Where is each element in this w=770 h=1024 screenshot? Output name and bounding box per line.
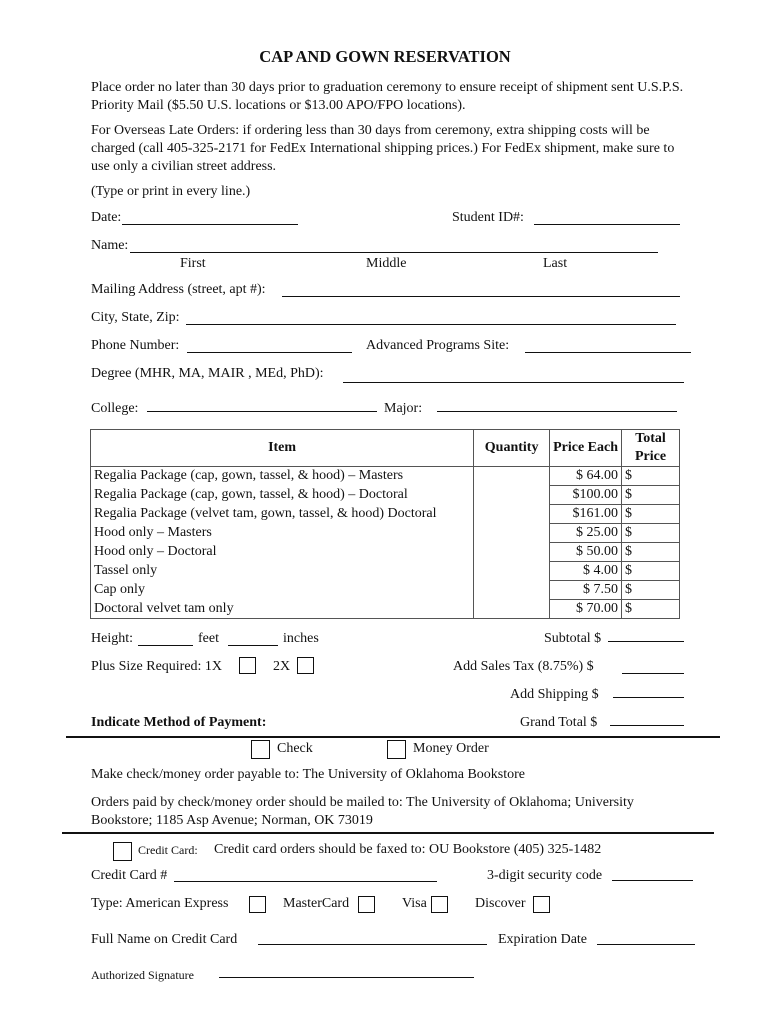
mastercard-label: MasterCard xyxy=(283,896,350,911)
advanced-site-field[interactable] xyxy=(525,352,691,353)
table-row xyxy=(91,467,680,486)
table-row xyxy=(91,562,680,581)
height-feet-field[interactable] xyxy=(138,645,193,646)
discover-label: Discover xyxy=(475,896,526,911)
phone-label: Phone Number: xyxy=(91,338,180,353)
order-table xyxy=(90,429,680,619)
college-field[interactable] xyxy=(147,411,377,412)
price-cell: $ 7.50 xyxy=(550,581,622,600)
full-name-label: Full Name on Credit Card xyxy=(91,932,238,947)
intro-paragraph-1: Place order no later than 30 days prior to graduation ceremony to ensure receipt of shipment sent U.S.P.S. Priority Mail ($5.50 U.S. locations or $13.00 APO/FPO locations). xyxy=(91,80,684,113)
city-state-zip-field[interactable] xyxy=(186,324,676,325)
quantity-cell[interactable] xyxy=(474,486,550,505)
shipping-label: Add Shipping $ xyxy=(510,687,599,702)
visa-checkbox[interactable] xyxy=(431,896,448,913)
subtotal-field[interactable] xyxy=(608,641,684,642)
name-first-caption: First xyxy=(180,256,206,271)
plus-size-label: Plus Size Required: 1X xyxy=(91,659,223,674)
visa-label: Visa xyxy=(402,896,427,911)
item-column-header: Item xyxy=(91,430,474,467)
item-cell: Doctoral velvet tam only xyxy=(91,600,474,619)
table-row xyxy=(91,543,680,562)
section-divider xyxy=(62,832,714,834)
price-cell: $ 70.00 xyxy=(550,600,622,619)
total-cell[interactable]: $ xyxy=(622,543,680,562)
security-code-field[interactable] xyxy=(612,880,693,881)
check-label: Check xyxy=(277,741,313,756)
sales-tax-label: Add Sales Tax (8.75%) $ xyxy=(453,659,594,674)
price-cell: $ 25.00 xyxy=(550,524,622,543)
payment-method-heading: Indicate Method of Payment: xyxy=(91,715,267,730)
total-cell[interactable]: $ xyxy=(622,524,680,543)
credit-card-fax-text: Credit card orders should be faxed to: OU Bookstore (405) 325-1482 xyxy=(214,842,602,857)
plus-size-2x-label: 2X xyxy=(273,659,291,674)
plus-size-2x-checkbox[interactable] xyxy=(297,657,314,674)
total-column-header: Total Price xyxy=(622,430,680,467)
quantity-cell[interactable] xyxy=(474,600,550,619)
signature-label: Authorized Signature xyxy=(91,968,194,982)
date-field[interactable] xyxy=(122,224,298,225)
table-header-row xyxy=(91,430,680,467)
total-cell[interactable]: $ xyxy=(622,562,680,581)
discover-checkbox[interactable] xyxy=(533,896,550,913)
item-cell: Tassel only xyxy=(91,562,474,581)
quantity-cell[interactable] xyxy=(474,562,550,581)
inches-label: inches xyxy=(283,631,319,646)
name-last-caption: Last xyxy=(543,256,568,271)
grand-total-label: Grand Total $ xyxy=(520,715,598,730)
shipping-field[interactable] xyxy=(613,697,684,698)
section-divider xyxy=(66,736,720,738)
degree-field[interactable] xyxy=(343,382,684,383)
price-cell: $ 4.00 xyxy=(550,562,622,581)
city-state-zip-label: City, State, Zip: xyxy=(91,310,180,325)
intro-paragraph-2: For Overseas Late Orders: if ordering less than 30 days from ceremony, extra shipping costs will be charged (call 405-325-2171 for FedEx International shipping prices.) For FedEx shipment, make sure to use only a civilian street address. xyxy=(91,123,675,174)
quantity-column-header: Quantity xyxy=(474,430,550,467)
student-id-label: Student ID#: xyxy=(452,210,524,225)
quantity-cell[interactable] xyxy=(474,581,550,600)
money-order-label: Money Order xyxy=(413,741,489,756)
card-number-label: Credit Card # xyxy=(91,868,168,883)
price-column-header: Price Each xyxy=(550,430,622,467)
student-id-field[interactable] xyxy=(534,224,680,225)
name-label: Name: xyxy=(91,238,129,253)
subtotal-label: Subtotal $ xyxy=(544,631,602,646)
price-cell: $161.00 xyxy=(550,505,622,524)
quantity-cell[interactable] xyxy=(474,543,550,562)
major-field[interactable] xyxy=(437,411,677,412)
check-checkbox[interactable] xyxy=(251,740,270,759)
card-number-field[interactable] xyxy=(174,881,437,882)
table-row xyxy=(91,486,680,505)
grand-total-field[interactable] xyxy=(610,725,684,726)
card-type-label: Type: American Express xyxy=(91,896,229,911)
item-cell: Hood only – Doctoral xyxy=(91,543,474,562)
credit-card-checkbox[interactable] xyxy=(113,842,132,861)
table-row xyxy=(91,581,680,600)
total-cell[interactable]: $ xyxy=(622,486,680,505)
mailing-address-field[interactable] xyxy=(282,296,680,297)
page-title: CAP AND GOWN RESERVATION xyxy=(259,47,511,66)
height-inches-field[interactable] xyxy=(228,645,278,646)
full-name-field[interactable] xyxy=(258,944,487,945)
money-order-checkbox[interactable] xyxy=(387,740,406,759)
price-cell: $100.00 xyxy=(550,486,622,505)
name-field[interactable] xyxy=(130,252,658,253)
security-code-label: 3-digit security code xyxy=(487,868,603,883)
total-cell[interactable]: $ xyxy=(622,581,680,600)
intro-instruction: (Type or print in every line.) xyxy=(91,184,251,199)
phone-field[interactable] xyxy=(187,352,352,353)
mastercard-checkbox[interactable] xyxy=(358,896,375,913)
feet-label: feet xyxy=(198,631,219,646)
item-cell: Hood only – Masters xyxy=(91,524,474,543)
item-cell: Regalia Package (cap, gown, tassel, & hood) – Doctoral xyxy=(91,486,474,505)
total-cell[interactable]: $ xyxy=(622,600,680,619)
sales-tax-field[interactable] xyxy=(622,673,684,674)
signature-field[interactable] xyxy=(219,977,474,978)
quantity-cell[interactable] xyxy=(474,467,550,486)
payable-to-text: Make check/money order payable to: The University of Oklahoma Bookstore xyxy=(91,767,526,782)
item-cell: Regalia Package (cap, gown, tassel, & hood) – Masters xyxy=(91,467,474,486)
table-row xyxy=(91,505,680,524)
credit-card-label: Credit Card: xyxy=(138,843,198,857)
mail-to-text: Orders paid by check/money order should be mailed to: The University of Oklahoma; University Bookstore; 1185 Asp Avenue; Norman, OK 73019 xyxy=(91,795,634,828)
quantity-cell[interactable] xyxy=(474,524,550,543)
date-label: Date: xyxy=(91,210,122,225)
quantity-cell[interactable] xyxy=(474,505,550,524)
name-middle-caption: Middle xyxy=(366,256,407,271)
mailing-address-label: Mailing Address (street, apt #): xyxy=(91,282,266,297)
major-label: Major: xyxy=(384,401,423,416)
expiration-label: Expiration Date xyxy=(498,932,588,947)
price-cell: $ 50.00 xyxy=(550,543,622,562)
total-cell[interactable]: $ xyxy=(622,467,680,486)
expiration-field[interactable] xyxy=(597,944,695,945)
total-cell[interactable]: $ xyxy=(622,505,680,524)
plus-size-1x-checkbox[interactable] xyxy=(239,657,256,674)
college-label: College: xyxy=(91,401,139,416)
height-label: Height: xyxy=(91,631,133,646)
table-row xyxy=(91,600,680,619)
table-row xyxy=(91,524,680,543)
advanced-site-label: Advanced Programs Site: xyxy=(366,338,510,353)
item-cell: Regalia Package (velvet tam, gown, tassel, & hood) Doctoral xyxy=(91,505,474,524)
american-express-checkbox[interactable] xyxy=(249,896,266,913)
degree-label: Degree (MHR, MA, MAIR , MEd, PhD): xyxy=(91,366,324,381)
item-cell: Cap only xyxy=(91,581,474,600)
price-cell: $ 64.00 xyxy=(550,467,622,486)
